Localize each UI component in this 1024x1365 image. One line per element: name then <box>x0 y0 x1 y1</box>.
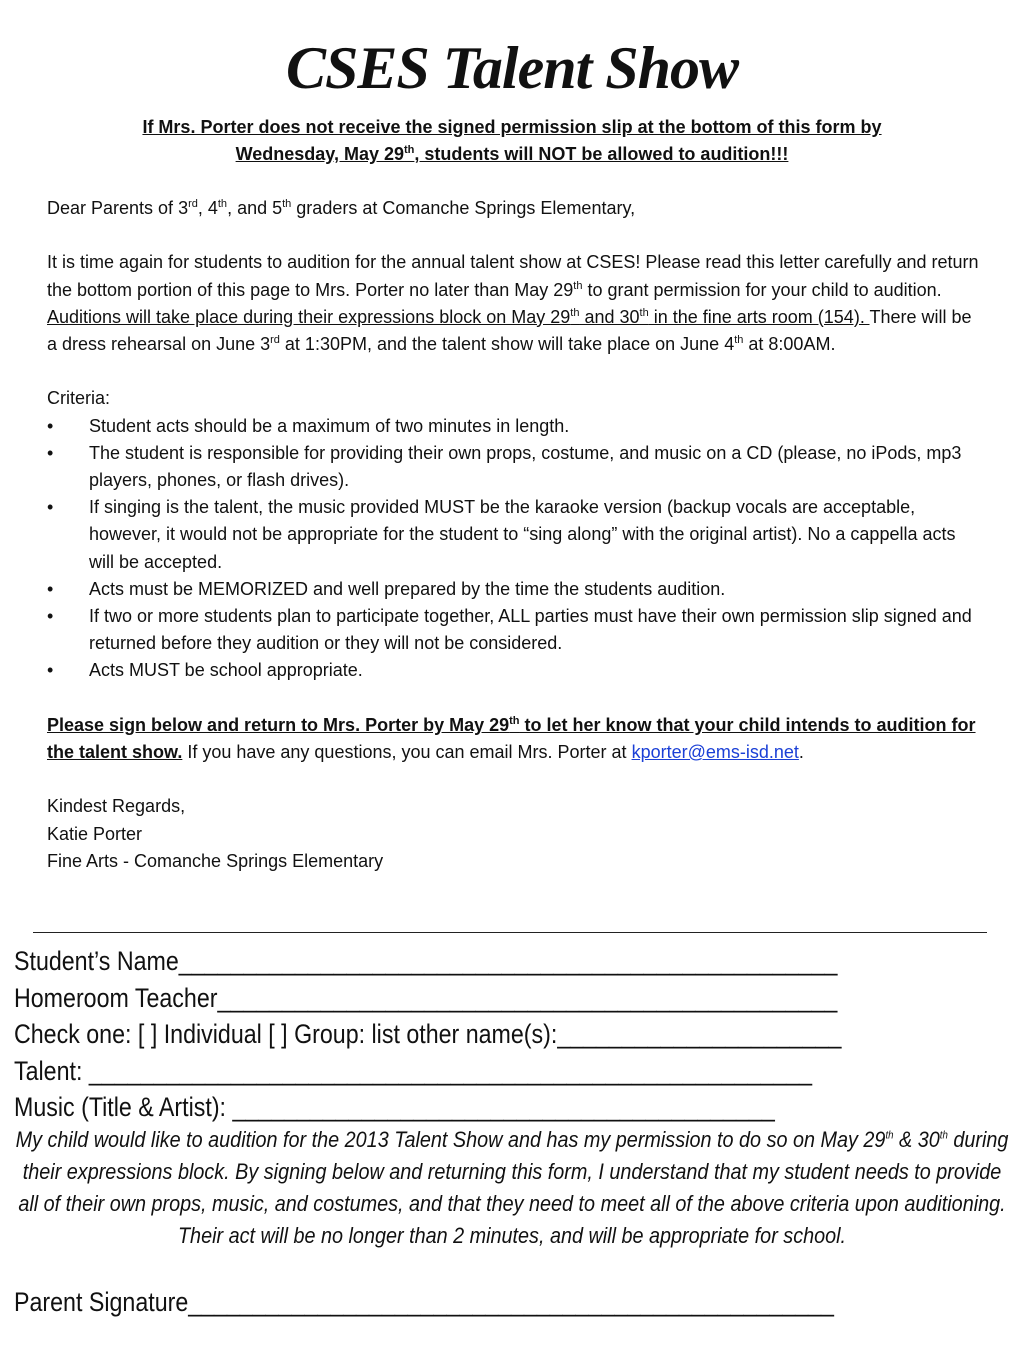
permission-statement <box>10 1124 1014 1252</box>
list-item <box>47 413 982 440</box>
list-item <box>47 440 982 494</box>
bullet-icon: • <box>47 442 54 463</box>
statement-text: My child would like to audition for the 2013 Talent Show and has my permission to do so on May 29 <box>15 1127 886 1152</box>
instruction-bold-text: to let her know that your child intends to audition for the talent show. <box>47 714 976 763</box>
instruction-text: If you have any questions, you can email Mrs. Porter at <box>182 742 632 763</box>
signer-name: Katie Porter <box>47 823 143 844</box>
intro-underlined: and 30 <box>579 306 640 327</box>
statement-sup: th <box>885 1129 894 1142</box>
greeting-text: , and 5 <box>227 198 283 218</box>
greeting-text: Dear Parents of 3 <box>47 198 189 218</box>
signer-title: Fine Arts - Comanche Springs Elementary <box>47 850 384 871</box>
bullet-icon: • <box>47 578 54 599</box>
intro-sup: th <box>639 306 649 319</box>
deadline-warning <box>60 114 964 168</box>
greeting-sup: th <box>217 198 228 210</box>
criteria-text: If singing is the talent, the music provided MUST be the karaoke version (backup vocals are acceptable, however, it would not be appropriate for the student to “sing along” with the original artist). No a cappella acts will be accepted. <box>89 497 956 572</box>
intro-sup: th <box>570 306 580 319</box>
bullet-icon: • <box>47 660 54 681</box>
greeting <box>47 195 982 222</box>
intro-underlined: in the fine arts room (154). <box>648 306 870 327</box>
permission-slip-form <box>14 943 874 1126</box>
homeroom-teacher-field[interactable]: Homeroom Teacher________________________________________________ <box>14 982 838 1013</box>
instruction-sup: th <box>509 714 520 727</box>
list-item <box>47 494 982 576</box>
intro-sup: rd <box>270 334 280 346</box>
instruction-bold-text: Please sign below and return to Mrs. Porter by May 29 <box>47 714 510 735</box>
criteria-list <box>47 413 982 685</box>
greeting-sup: rd <box>188 198 198 210</box>
warning-line-2-b: , students will NOT be allowed to audition!!! <box>414 144 789 164</box>
list-item <box>47 603 982 657</box>
greeting-sup: th <box>282 198 292 210</box>
letter-body <box>47 195 982 875</box>
parent-signature-field[interactable]: Parent Signature__________________________________________________ <box>14 1287 834 1317</box>
warning-sup: th <box>404 144 415 156</box>
music-field[interactable]: Music (Title & Artist): __________________________________________ <box>14 1092 775 1122</box>
bullet-icon: • <box>47 606 54 627</box>
participation-type-field[interactable]: Check one: [ ] Individual [ ] Group: list other name(s):______________________ <box>14 1019 842 1049</box>
greeting-text: , 4 <box>197 198 218 218</box>
bullet-icon: • <box>47 497 54 518</box>
return-instruction <box>47 712 982 766</box>
greeting-text: graders at Comanche Springs Elementary, <box>291 198 636 218</box>
intro-paragraph <box>47 249 982 358</box>
warning-line-1: If Mrs. Porter does not receive the signed permission slip at the bottom of this form by <box>142 117 882 137</box>
criteria-heading: Criteria: <box>47 388 111 409</box>
permission-statement-text <box>10 1124 1013 1252</box>
intro-text: It is time again for students to audition for the annual talent show at CSES! Please read this letter carefully and return the bottom portion of this page to Mrs. Porter no later than May 29 <box>47 252 979 300</box>
closing-line: Kindest Regards, <box>47 796 186 817</box>
email-link[interactable]: kporter@ems-isd.net <box>631 742 799 763</box>
criteria-text: Acts must be MEMORIZED and well prepared by the time the students audition. <box>89 578 726 599</box>
intro-text: There will be a dress rehearsal on June 3 <box>47 306 972 354</box>
criteria-text: Acts MUST be school appropriate. <box>89 660 363 681</box>
warning-line-2-a: Wednesday, May 29 <box>235 144 405 164</box>
criteria-text: If two or more students plan to participate together, ALL parties must have their own permission slip signed and returned before they audition or they will not be considered. <box>89 606 972 654</box>
audition-details <box>47 307 870 327</box>
statement-text: & 30 <box>893 1127 940 1152</box>
intro-text: to grant permission for your child to audition. <box>582 279 942 300</box>
talent-field[interactable]: Talent: ________________________________________________________ <box>14 1055 813 1086</box>
bullet-icon: • <box>47 415 54 436</box>
intro-sup: th <box>734 334 744 346</box>
statement-sup: th <box>939 1129 948 1142</box>
intro-text: at 1:30PM, and the talent show will take place on June 4 <box>279 334 735 354</box>
instruction-text: . <box>798 742 804 763</box>
intro-text: at 8:00AM. <box>743 334 836 354</box>
intro-underlined: Auditions will take place during their expressions block on May 29 <box>47 306 571 327</box>
page-title: CSES Talent Show <box>285 35 739 101</box>
list-item <box>47 576 982 603</box>
intro-sup: th <box>573 279 583 292</box>
student-name-field[interactable]: Student’s Name___________________________________________________ <box>14 946 838 976</box>
list-item <box>47 657 982 684</box>
tear-off-divider <box>33 932 987 933</box>
statement-text: during their expressions block. By signing below and returning this form, I understand that my student needs to provide all of their own props, music, and costumes, and that they need to meet all of the above criteria upon auditioning. Their act will be no longer than 2 minutes, and will be appropriate for school. <box>18 1127 1009 1248</box>
criteria-text: The student is responsible for providing their own props, costume, and music on a CD (please, no iPods, mp3 players, phones, or flash drives). <box>89 442 962 490</box>
criteria-text: Student acts should be a maximum of two minutes in length. <box>89 415 570 436</box>
